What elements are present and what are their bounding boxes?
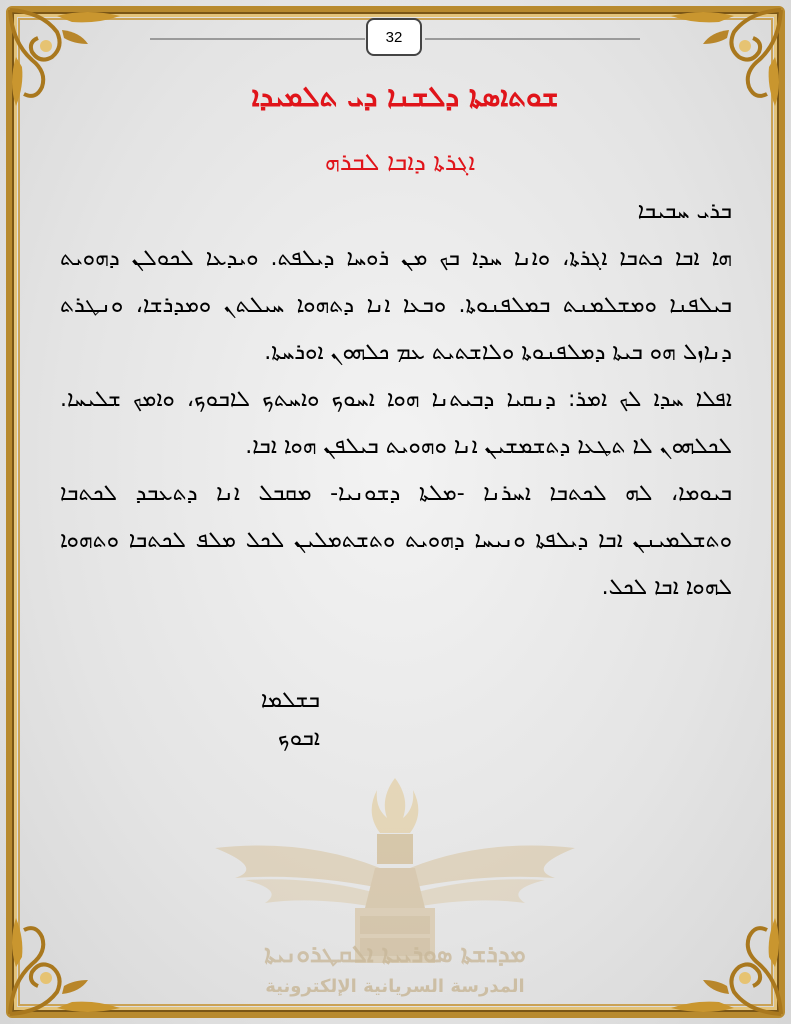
letter-paragraph: ܐܦܠܐ ܚܕܐ ܠܟ ܐܡܪ: ܕܢܩܝܐ ܕܒܝܬܢܐ ܗܘܐ ܐܚܘܟ ܘܐܚܬܟ ܠܐܒܘܟ، ܘܐܡܟ ܫܠܝܚܐ. ܠܟܠܗܘܢ ܠܐ ܬܛܥܐ ܕܬܫܡܫܝܢ ܐܢܐ ܘܗܘܝܬ ܒܝܠܦܢ ܗܘܐ ܐܒܐ.	[60, 387, 732, 459]
letter-closing: ܒܫܠܡܐ	[260, 688, 320, 713]
letter-signature: ܐܒܘܟ	[277, 726, 320, 751]
letter-paragraph: ܒܝܘܡܐ، ܠܗ ܠܟܬܒܐ ܐܚܪܢܐ -ܡܠܬܐ ܕܫܘܢܝܐ- ܡܩܒܠ ܐܢܐ ܕܬܥܒܕ ܠܟܬܒܐ ܘܬܫܠܡܝܢܢ ܐܒܐ ܕܝܠܦܬܐ ܘܢܝܚܐ ܕܗܘܝܬ ܘܬܫܬܡܠܝܢ ܠܟܠ ܡܠܦ ܠܟܬܒܐ ܘܬܗܘܐ ܠܗܘܐ ܐܒܐ ܠܟܠ.	[60, 481, 732, 600]
corner-ornament-icon	[659, 2, 789, 112]
corner-ornament-icon	[2, 912, 132, 1022]
page-number-badge: 32	[366, 18, 422, 56]
letter-salutation: ܒܪܝ ܚܒܝܒܐ	[637, 199, 732, 224]
watermark-syriac-text: ܡܕܪܫܬܐ ܣܘܪܝܝܬܐ ܐܠܩܛܪܘܢܝܬܐ	[264, 940, 526, 968]
letter-paragraph: ܗܐ ܐܒܐ ܟܬܒܐ ܐܓܪܬܐ، ܘܐܢܐ ܚܕܐ ܒܟ ܡܢ ܪܘܚܐ ܕܝܠܦܬ. ܘܝܕܥܐ ܠܟܘܠܢ ܕܗܘܝܬ ܒܝܠܦܢܐ ܘܡܫܠܡܢܬ ܒܡܠܦܢܘܬܐ. ܘܒܥܐ ܐܢܐ ܕܬܗܘܐ ܚܝܠܬܢ ܘܡܕܪܫܐ، ܘܢܛܪܬ ܕܢܐܙܠ ܗܘ ܒܝܬܐ ܕܡܠܦܢܘܬܐ ܘܠܐܫܬܝܬ ܥܡ ܟܠܗܘܢ ܐܘܪܚܬܐ.	[60, 246, 732, 365]
corner-ornament-icon	[2, 2, 132, 112]
lesson-title: ܫܘܬܐܣܬܐ ܕܠܫܢܐ ܕܝ ܬܠܡܝܕܐ	[251, 80, 559, 113]
corner-ornament-icon	[659, 912, 789, 1022]
letter-body	[60, 188, 732, 668]
letter-subtitle: ܐܓܪܬܐ ܕܐܒܐ ܠܒܪܗ	[324, 148, 476, 176]
watermark-arabic-text: المدرسة السريانية الإلكترونية	[265, 976, 525, 997]
header-rule-right	[425, 38, 640, 40]
header-rule-left	[150, 38, 365, 40]
